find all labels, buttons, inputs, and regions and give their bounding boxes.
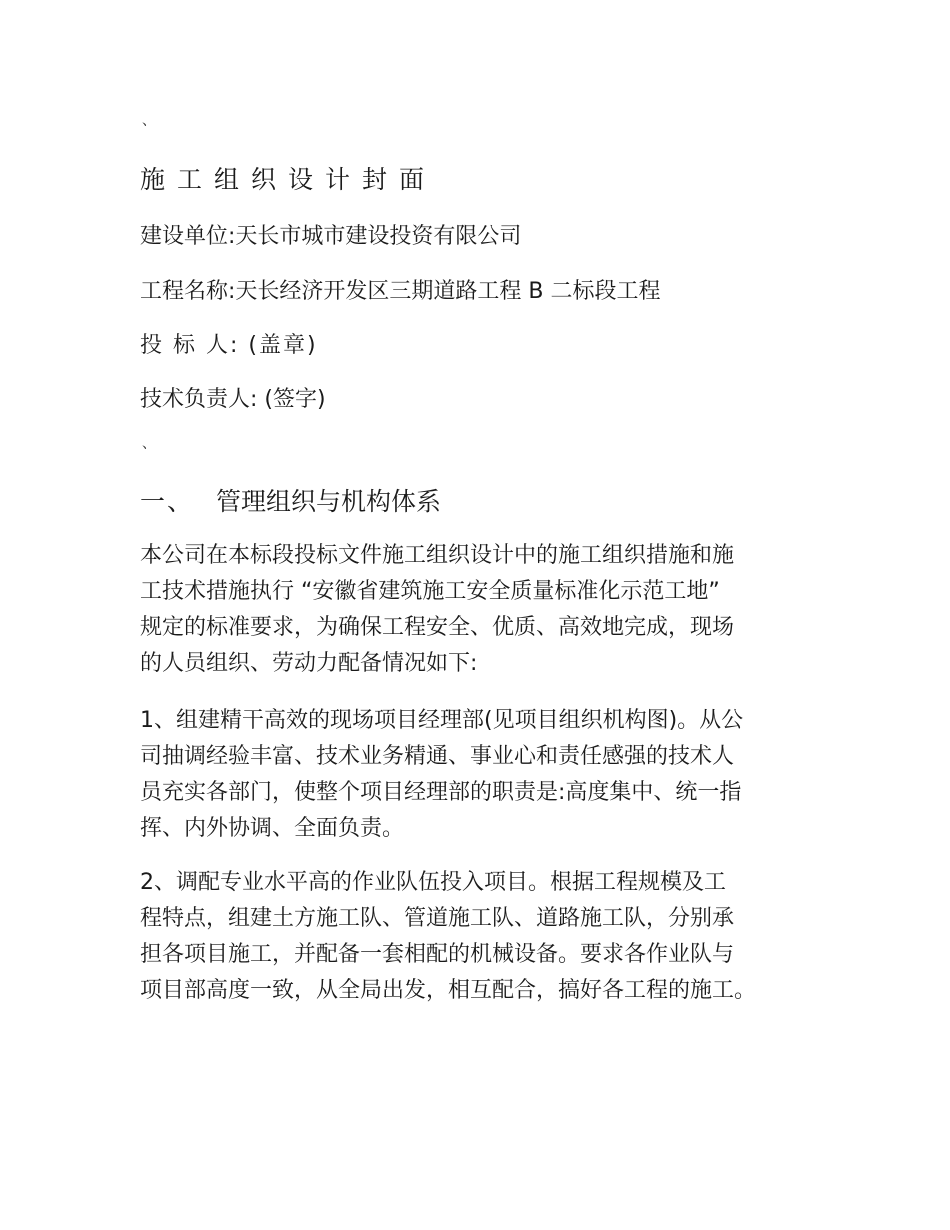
section-number: 一、	[140, 487, 195, 516]
stray-mark: 、	[142, 436, 156, 452]
paragraph-line: 2、调配专业水平高的作业队伍投入项目。根据工程规模及工	[140, 870, 726, 895]
paragraph-line: 员充实各部门，使整个项目经理部的职责是:高度集中、统一指	[140, 780, 742, 805]
section-title: 管理组织与机构体系	[216, 487, 442, 516]
paragraph-line: 担各项目施工，并配备一套相配的机械设备。要求各作业队与	[140, 942, 735, 967]
bidder-line: 投 标 人: (盖章)	[140, 333, 318, 358]
project-name-line: 工程名称:天长经济开发区三期道路工程 B 二标段工程	[140, 279, 661, 304]
cover-title: 施工组织设计封面	[140, 165, 437, 194]
tech-lead-line: 技术负责人: (签字)	[140, 387, 326, 412]
stray-mark: 、	[142, 113, 156, 129]
client-line: 建设单位:天长市城市建设投资有限公司	[140, 224, 522, 249]
paragraph-line: 工技术措施执行 “安徽省建筑施工安全质量标准化示范工地”	[140, 579, 720, 604]
paragraph-item-2	[140, 865, 820, 1009]
paragraph-line: 项目部高度一致，从全局出发，相互配合，搞好各工程的施工。	[140, 978, 757, 1003]
paragraph-line: 挥、内外协调、全面负责。	[140, 816, 405, 841]
paragraph-line: 程特点，组建土方施工队、管道施工队、道路施工队，分别承	[140, 906, 735, 931]
paragraph-line: 1、组建精干高效的现场项目经理部(见项目组织机构图)。从公	[140, 708, 744, 733]
paragraph-line: 规定的标准要求，为确保工程安全、优质、高效地完成，现场	[140, 615, 735, 640]
paragraph-line: 司抽调经验丰富、技术业务精通、事业心和责任感强的技术人	[140, 744, 735, 769]
paragraph-item-1	[140, 703, 820, 847]
section-heading	[140, 485, 441, 519]
paragraph-line: 本公司在本标段投标文件施工组织设计中的施工组织措施和施	[140, 543, 735, 568]
paragraph-intro	[140, 538, 820, 682]
paragraph-line: 的人员组织、劳动力配备情况如下:	[140, 651, 478, 676]
